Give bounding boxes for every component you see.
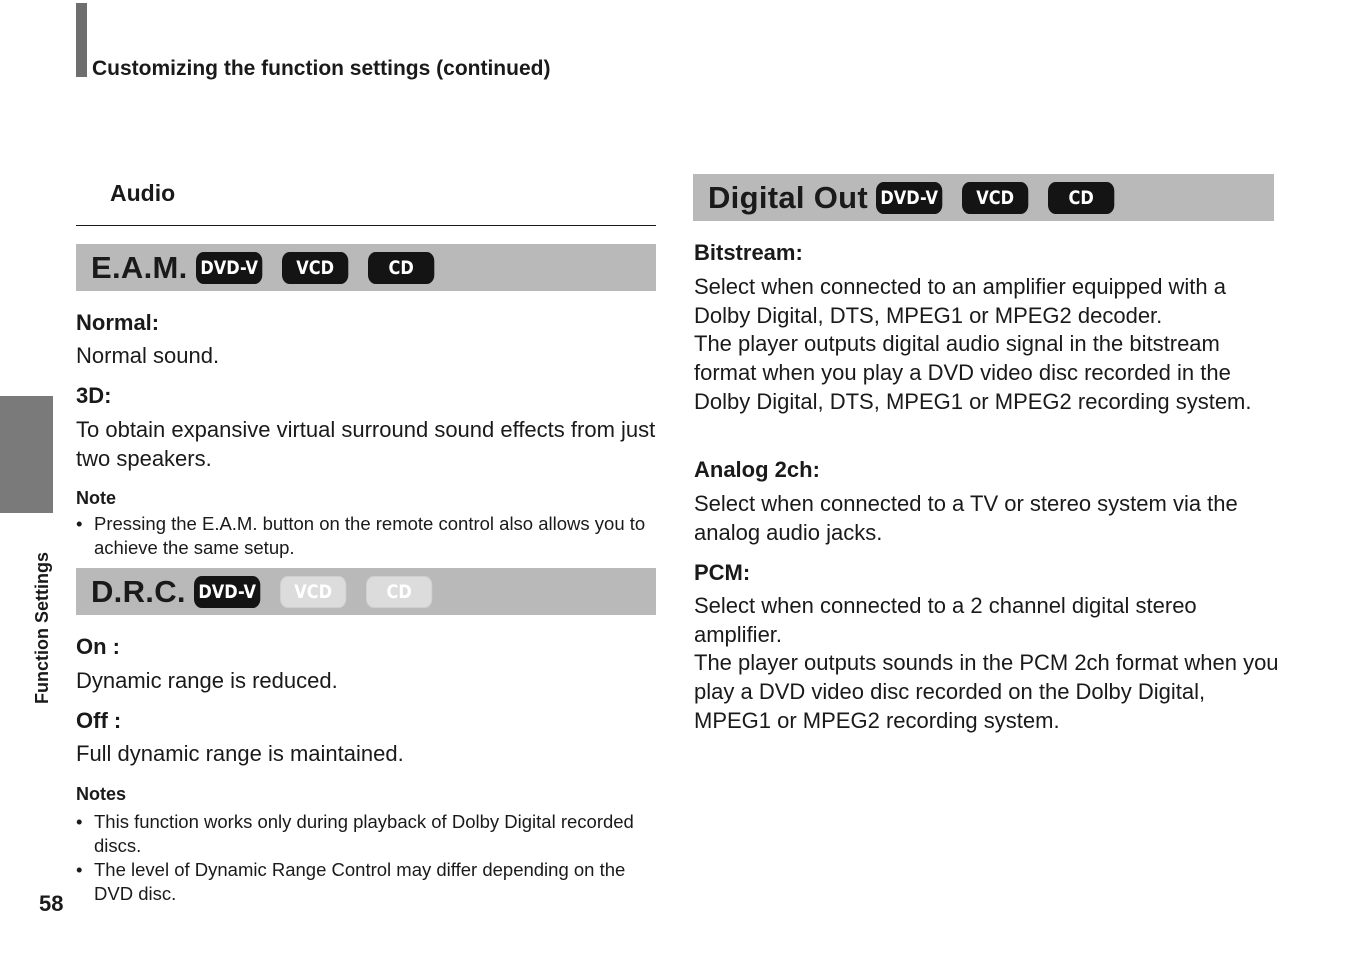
drc-on-heading: On :	[76, 634, 120, 659]
eam-title: E.A.M.	[91, 249, 188, 285]
eam-normal-heading: Normal:	[76, 310, 160, 335]
side-tab	[0, 396, 53, 513]
drc-off-heading: Off :	[76, 708, 122, 733]
analog-heading: Analog 2ch:	[694, 457, 820, 482]
pcm-text-2: The player outputs sounds in the PCM 2ch format when you play a DVD video disc recorded on the Dolby Digital, MPEG1 or MPEG2 recording system.	[694, 650, 1279, 733]
badge-vcd: VCD	[962, 182, 1028, 214]
eam-title-bar	[76, 244, 656, 291]
pcm-text-1: Select when connected to a 2 channel digital stereo amplifier.	[694, 593, 1197, 647]
drc-notes-heading: Notes	[76, 784, 127, 804]
drc-on-text: Dynamic range is reduced.	[76, 668, 338, 693]
eam-3d-heading: 3D:	[76, 383, 112, 408]
section-divider	[76, 225, 656, 226]
side-tab-label: Function Settings	[32, 552, 52, 704]
bitstream-heading: Bitstream:	[694, 240, 803, 265]
badge-cd-inactive: CD	[366, 576, 432, 608]
drc-title: D.R.C.	[91, 573, 186, 609]
badge-dvd-v: DVD-V	[194, 576, 260, 608]
drc-note-list	[76, 810, 666, 906]
badge-cd: CD	[1048, 182, 1114, 214]
list-item: • Pressing the E.A.M. button on the remote control also allows you to achieve the same setup.	[76, 512, 666, 560]
page-header: Customizing the function settings (continued)	[92, 57, 551, 80]
eam-note-list	[76, 512, 666, 560]
drc-title-bar	[76, 568, 656, 615]
analog-text: Select when connected to a TV or stereo system via the analog audio jacks.	[694, 491, 1238, 545]
eam-normal-text: Normal sound.	[76, 343, 220, 368]
pcm-heading: PCM:	[694, 560, 751, 585]
badge-dvd-v: DVD-V	[196, 252, 262, 284]
digital-out-title: Digital Out	[708, 179, 869, 215]
section-label-audio: Audio	[110, 180, 176, 206]
eam-3d-text: To obtain expansive virtual surround sound effects from just two speakers.	[76, 417, 656, 471]
badge-vcd-inactive: VCD	[280, 576, 346, 608]
badge-vcd: VCD	[282, 252, 348, 284]
page-number: 58	[39, 891, 64, 916]
list-item: • The level of Dynamic Range Control may differ depending on the DVD disc.	[76, 858, 666, 906]
list-item: • This function works only during playback of Dolby Digital recorded discs.	[76, 810, 666, 858]
badge-dvd-v: DVD-V	[876, 182, 942, 214]
badge-cd: CD	[368, 252, 434, 284]
eam-note-heading: Note	[76, 488, 116, 508]
drc-off-text: Full dynamic range is maintained.	[76, 741, 404, 766]
bitstream-text-2: The player outputs digital audio signal in the bitstream format when you play a DVD video disc recorded in the Dolby Digital, DTS, MPEG1 or MPEG2 recording system.	[694, 331, 1252, 414]
bitstream-text-1: Select when connected to an amplifier equipped with a Dolby Digital, DTS, MPEG1 or MPEG2 decoder.	[694, 274, 1227, 328]
header-accent-bar	[76, 3, 87, 77]
digital-out-title-bar	[693, 174, 1274, 221]
